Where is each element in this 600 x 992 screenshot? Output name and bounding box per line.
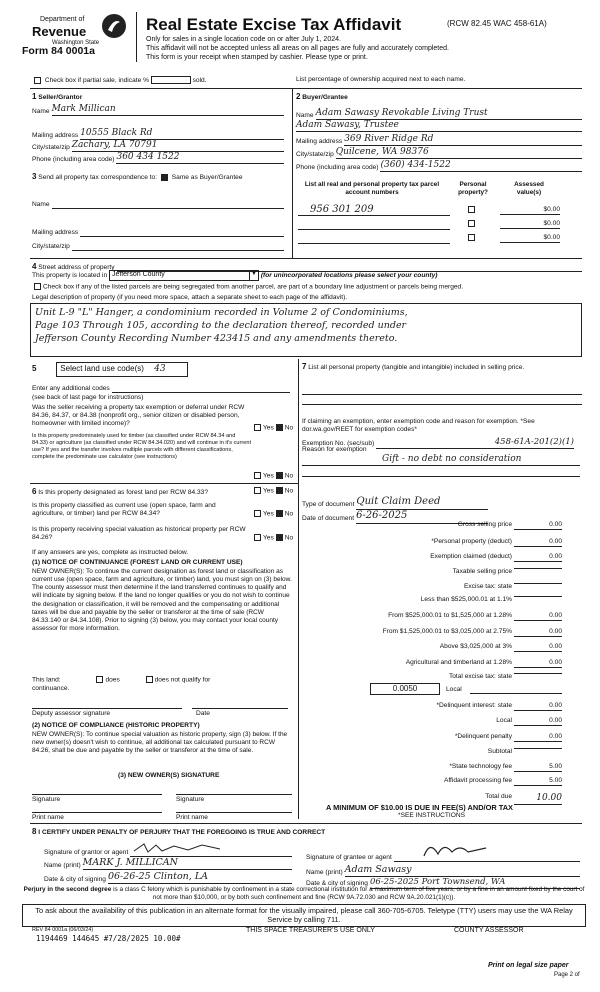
notice-1: Only for sales in a single location code on or after July 1, 2024. (146, 36, 341, 43)
buyer-name2-field[interactable]: Adam Sawasy, Trustee (296, 120, 582, 132)
grantee-signature-row: Signature of grantee or agent (306, 850, 580, 862)
assessed-value-2[interactable]: $0.00 (500, 220, 560, 229)
calc-amount[interactable]: 0.00 (514, 612, 562, 621)
print-legal-note: Print on legal size paper (488, 962, 569, 969)
legal-line-1: Unit L-9 "L" Hanger, a condominium recorded in Volume 2 of Condominiums, (35, 307, 408, 318)
land-qualify-row: This land: does does not qualify for (32, 676, 211, 684)
agency-line1: Department of (40, 16, 85, 23)
calc-label: Agricultural and timberland at 1.28% (405, 659, 512, 666)
calc-amount[interactable]: 0.00 (514, 717, 562, 726)
assessed-value-1[interactable]: $0.00 (500, 206, 560, 215)
seller-mailing-row: Mailing address 10555 Black Rd (32, 128, 284, 140)
calc-amount[interactable]: 0.00 (514, 702, 562, 711)
seller-phone-field[interactable]: 360 434 1522 (116, 152, 284, 164)
parcel-header-list: List all real and personal property tax parcel account numbers (304, 181, 440, 196)
assessed-value-3[interactable]: $0.00 (500, 234, 560, 243)
grantor-signature-field[interactable] (130, 843, 292, 857)
doc-date-row: Date of document 6-26-2025 (302, 510, 488, 524)
buyer-mailing-field[interactable]: 369 River Ridge Rd (344, 134, 582, 146)
parcel-number-1[interactable]: 956 301 209 (298, 204, 450, 216)
seller-city-field[interactable]: Zachary, LA 70791 (72, 140, 284, 152)
continuance-label: continuance. (32, 685, 70, 692)
reason-field[interactable]: Gift - no debt no consideration (302, 454, 580, 466)
calc-label: From $1,525,000.01 to $3,025,000 at 2.75% (382, 628, 512, 635)
treasurer-note: THIS SPACE TREASURER'S USE ONLY (246, 927, 375, 934)
buyer-phone-field[interactable]: (360) 434-1522 (380, 160, 582, 172)
calc-label: Total due (485, 793, 512, 800)
seller-heading: 1 Seller/Grantor (32, 92, 83, 101)
additional-codes-field[interactable] (112, 384, 290, 393)
notice2-title: (2) NOTICE OF COMPLIANCE (HISTORIC PROPERTY) (32, 722, 200, 729)
county-select[interactable]: Jefferson County ▼ (109, 270, 259, 281)
calc-label: Affidavit processing fee (443, 777, 512, 784)
calc-label: *Delinquent interest: state (436, 702, 512, 709)
calc-amount[interactable]: 0.00 (514, 643, 562, 652)
timber-no-checkbox[interactable] (276, 472, 283, 479)
buyer-phone-row: Phone (including area code) (360) 434-1522 (296, 160, 582, 172)
county-row: This property is located in Jefferson County ▼ (for unincorporated locations please select your county) (32, 271, 438, 280)
minimum-due-note: A MINIMUM OF $10.00 IS DUE IN FEE(S) AND/OR TAX (326, 803, 513, 812)
owner-signature-label-2: Signature (176, 796, 205, 803)
exemption-answer: Yes No (252, 424, 293, 432)
seller-name-row: Name Mark Millican (32, 104, 284, 116)
agency-line2: Revenue (32, 24, 87, 39)
partial-sale-row: Check box if partial sale, indicate % sold. (32, 76, 207, 85)
calc-label: Exemption claimed (deduct) (430, 553, 512, 560)
personal-property-checkbox-2[interactable] (468, 220, 475, 227)
corr-mailing-row: Mailing address (32, 228, 284, 237)
see-instructions-note: *SEE INSTRUCTIONS (398, 812, 466, 819)
page-number: Page 2 of (554, 972, 580, 978)
current-use-no-checkbox[interactable] (276, 510, 283, 517)
doc-type-field[interactable]: Quit Claim Deed (356, 496, 488, 510)
calc-label: Local (496, 717, 512, 724)
land-use-row: 5 Select land use code(s) 43 (32, 362, 188, 377)
corr-name-row: Name (32, 200, 284, 209)
exemption-question: Was the seller receiving a property tax exemption or deferral under RCW 84.36, 84.37, or 84.38 (nonprofit org., senior citizen or disabled person, homeowner with limited income)? (32, 404, 245, 428)
county-assessor-note: COUNTY ASSESSOR (454, 927, 524, 934)
calc-amount[interactable] (514, 568, 562, 569)
calc-amount[interactable]: 0.00 (514, 538, 562, 547)
form-citation: (RCW 82.45 WAC 458-61A) (447, 19, 547, 28)
calc-label: *Personal property (deduct) (431, 538, 512, 545)
calc-label: Excise tax: state (463, 583, 512, 590)
legal-line-3: Jefferson County Recording Number 423415 and any amendments thereto. (35, 333, 398, 344)
legal-description-label: Legal description of property (if you need more space, attach a separate sheet to each page of the affidavit). (32, 294, 348, 301)
calc-amount[interactable]: 10.00 (514, 793, 562, 805)
corr-mailing-field[interactable] (80, 228, 284, 237)
does-checkbox[interactable] (96, 676, 103, 683)
notice-3: This form is your receipt when stamped by cashier. Please type or print. (146, 54, 368, 61)
grantee-name-field[interactable]: Adam Sawasy (345, 864, 580, 877)
chevron-down-icon: ▼ (249, 271, 258, 280)
new-owner-signature-title: (3) NEW OWNER(S) SIGNATURE (118, 772, 220, 779)
buyer-name-row: Name Adam Sawasy Revokable Living Trust (296, 108, 582, 120)
calc-amount[interactable] (514, 673, 562, 674)
notice2-text: NEW OWNER(S): To continue special valuation as historic property, sign (3) below. If the new owner(s) doesn't wish to continue, all additional tax calculated pursuant to RCW 84.26, shall be due and payable by the seller or transferor at the time of sale. (32, 731, 288, 755)
grantor-signature-scribble (130, 843, 230, 853)
perjury-warning: Perjury in the second degree is a class C felony which is punishable by confinement in a state correctional institution for a maximum term of five years, or by a fine in an amount fixed by the court of not more than $10,000, or by both such confinement and fine (RCW 9A.72.030 and RCW 9A.20.021(1)(c)). (23, 886, 585, 901)
form-number: Form 84 0001a (22, 45, 95, 57)
exemption-no-checkbox[interactable] (276, 424, 283, 431)
grantee-signature-field[interactable] (394, 850, 580, 862)
exemption-yes-checkbox[interactable] (254, 424, 261, 431)
segregated-checkbox[interactable] (34, 283, 41, 290)
personal-property-checkbox-3[interactable] (468, 234, 475, 241)
calc-amount[interactable]: 0.00 (514, 733, 562, 742)
corr-name-field[interactable] (52, 200, 284, 209)
calc-label: Subtotal (487, 748, 512, 755)
forest-yes-checkbox[interactable] (254, 487, 261, 494)
seller-city-row: City/state/zip Zachary, LA 70791 (32, 140, 284, 152)
parcel-header-value: Assessed value(s) (514, 181, 544, 196)
parcel-header-personal: Personal property? (458, 181, 488, 196)
doc-type-row: Type of document Quit Claim Deed (302, 496, 488, 510)
exemption-number-field[interactable]: 458-61A-201(2)(1) (376, 437, 574, 449)
current-use-answer: Yes No (252, 510, 293, 518)
personal-property-checkbox-1[interactable] (468, 206, 475, 213)
ownership-note: List percentage of ownership acquired next to each name. (296, 76, 466, 83)
deputy-date-label: Date (196, 710, 210, 717)
calc-label: Above $3,025,000 at 3% (439, 643, 512, 650)
corr-city-field[interactable] (72, 242, 284, 251)
same-as-buyer-checkbox[interactable] (161, 174, 168, 181)
calc-label: *Delinquent penalty (454, 733, 512, 740)
forest-no-checkbox[interactable] (276, 487, 283, 494)
see-back-note: (see back of last page for instructions) (32, 394, 144, 401)
calc-amount[interactable]: 0.00 (514, 628, 562, 637)
grantee-date-row: Date & city of signing 06-25-2025 Port Townsend, WA (306, 877, 580, 889)
calc-label: From $525,000.01 to $1,525,000 at 1.28% (388, 612, 512, 619)
parcel-number-2[interactable] (298, 218, 450, 230)
current-use-yes-checkbox[interactable] (254, 510, 261, 517)
seller-phone-row: Phone (including area code) 360 434 1522 (32, 152, 284, 164)
deputy-signature-label: Deputy assessor signature (32, 710, 111, 717)
calc-label: *State technology fee (449, 763, 512, 770)
local-rate-label: Local (446, 686, 462, 693)
timber-question: Is this property predominately used for timber (as classified under RCW 84.34 and 84.33) or agriculture (as classified under RCW 84.34.020) and will continue in it's current use? If yes and the transfer involves multiple parcels with different classifications, complete the predominate use calculator (see instructions) (32, 433, 252, 460)
does-not-checkbox[interactable] (146, 676, 153, 683)
state-emblem-icon (102, 14, 126, 38)
certify-statement: 8 I CERTIFY UNDER PENALTY OF PERJURY THAT THE FOREGOING IS TRUE AND CORRECT (32, 827, 326, 836)
parcel-number-3[interactable] (298, 232, 450, 244)
owner-print-label-2: Print name (176, 814, 208, 821)
calc-amount[interactable] (514, 596, 562, 597)
calc-label: Taxable selling price (452, 568, 512, 575)
grantor-date-row: Date & city of signing 06-26-25 Clinton, LA (44, 871, 292, 884)
cashier-stamp: 1194469 144645 #7/28/2025 10.00# (36, 934, 181, 943)
calc-amount[interactable] (514, 583, 562, 584)
legal-line-2: Page 103 Through 105, according to the declaration thereof, recorded under (35, 320, 407, 331)
grantor-date-field[interactable]: 06-26-25 Clinton, LA (108, 871, 292, 884)
buyer-mailing-row: Mailing address 369 River Ridge Rd (296, 134, 582, 146)
forest-answer: Yes No (252, 487, 293, 495)
historic-question: Is this property receiving special valuation as historical property per RCW 84.26? (32, 526, 246, 542)
grantee-signature-scribble (394, 840, 504, 858)
calc-label: Less than $525,000.01 at 1.1% (420, 596, 512, 603)
correspondence-heading: 3 Send all property tax correspondence to: Same as Buyer/Grantee (32, 172, 243, 181)
historic-yes-checkbox[interactable] (254, 534, 261, 541)
land-use-select[interactable]: Select land use code(s) 43 (56, 362, 188, 377)
buyer-heading: 2 Buyer/Grantee (296, 92, 348, 101)
buyer-city-field[interactable]: Quilcene, WA 98376 (336, 147, 582, 159)
exemption-number-row: Exemption No. (sec/sub) 458-61A-201(2)(1) (302, 437, 574, 448)
grantor-name-row: Name (print) MARK J. MILLICAN (44, 857, 292, 870)
if-yes-note: If any answers are yes, complete as instructed below. (32, 549, 189, 556)
additional-codes-row: Enter any additional codes (32, 384, 290, 393)
calc-label: Gross selling price (457, 521, 512, 528)
timber-answer: Yes No (252, 472, 293, 480)
exemption-instruction: If claiming an exemption, enter exemption code and reason for exemption. *See dor.wa.gov/REET for exemption codes* (302, 418, 535, 434)
buyer-city-row: City/state/zip Quilcene, WA 98376 (296, 147, 582, 159)
segregated-row: Check box if any of the listed parcels are being segregated from another parcel, are part of a boundary line adjustment or parcels being merged. (32, 283, 463, 291)
historic-answer: Yes No (252, 534, 293, 542)
notice1-title: (1) NOTICE OF CONTINUANCE (FOREST LAND OR CURRENT USE) (32, 559, 243, 566)
notice1-text: NEW OWNER(S): To continue the current designation as forest land or classification as current use (open space, farm and agriculture, or timber) land, you must sign on (3) below. The county assessor must then determine if the land transferred continues to qualify and will indicate by signing below. If the land no longer qualifies or you do not wish to continue the designation or classification, it will be removed and the compensating or additional taxes will be due and payable by the seller or transferor at the time of sale (RCW 84.33.140 or 84.34.108). Prior to signing (3) below, you may contact your local county assessor for more information. (32, 568, 292, 632)
buyer-name2-row (296, 120, 582, 132)
alt-format-box: To ask about the availability of this publication in an alternate format for the visually impaired, please call 360-705-6705. Teletype (TTY) users may use the WA Relay Service by calling 711. (22, 904, 586, 927)
street-address-row: 4 Street address of property (32, 262, 582, 272)
local-rate-box[interactable]: 0.0050 (370, 683, 440, 695)
rev-number: REV 84 0001a (06/03/24) (32, 927, 94, 933)
personal-property-text: 7 List all personal property (tangible and intangible) included in selling price. (302, 362, 525, 371)
calc-amount[interactable] (514, 748, 562, 749)
grantor-name-field[interactable]: MARK J. MILLICAN (83, 857, 292, 870)
buyer-name-field[interactable]: Adam Sawasy Revokable Living Trust (316, 108, 582, 120)
seller-mailing-field[interactable]: 10555 Black Rd (80, 128, 284, 140)
owner-print-label-1: Print name (32, 814, 64, 821)
seller-name-field[interactable]: Mark Millican (52, 104, 284, 116)
local-tax-amount[interactable] (470, 693, 562, 694)
partial-sale-checkbox[interactable] (34, 77, 41, 84)
doc-date-field[interactable]: 6-26-2025 (356, 510, 488, 524)
current-use-question: Is this property classified as current use (open space, farm and agriculture, or timber) land per RCW 84.34? (32, 502, 216, 518)
calc-amount[interactable]: 0.00 (514, 521, 562, 530)
historic-no-checkbox[interactable] (276, 534, 283, 541)
grantee-date-field[interactable]: 06-25-2025 Port Townsend, WA (370, 877, 580, 889)
calc-label: Total excise tax: state (448, 673, 512, 680)
grantee-name-row: Name (print) Adam Sawasy (306, 864, 580, 877)
legal-description-box[interactable] (30, 303, 582, 357)
reason-label: Reason for exemption (302, 446, 367, 453)
calc-amount[interactable]: 5.00 (514, 777, 562, 786)
forest-question: 6 Is this property designated as forest land per RCW 84.33? (32, 487, 208, 496)
corr-city-row: City/state/zip (32, 242, 284, 251)
owner-signature-label-1: Signature (32, 796, 61, 803)
calc-amount[interactable]: 0.00 (514, 659, 562, 668)
notice-2: This affidavit will not be accepted unless all areas on all pages are fully and accurately completed. (146, 45, 449, 52)
calc-amount[interactable]: 0.00 (514, 553, 562, 562)
calc-amount[interactable]: 5.00 (514, 763, 562, 772)
form-title: Real Estate Excise Tax Affidavit (146, 15, 402, 34)
grantor-signature-row: Signature of grantor or agent (44, 843, 292, 857)
agency-line3: Washington State (52, 40, 100, 46)
timber-yes-checkbox[interactable] (254, 472, 261, 479)
